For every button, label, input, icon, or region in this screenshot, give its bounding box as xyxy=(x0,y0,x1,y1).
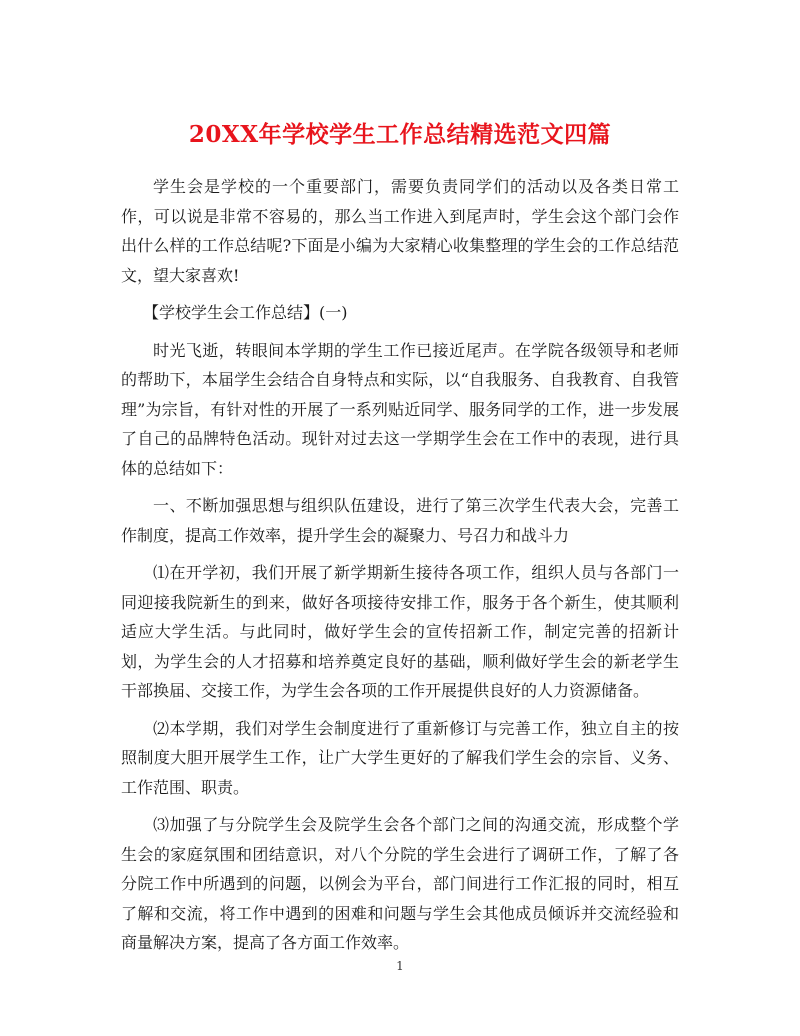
body-paragraph: ⑴在开学初，我们开展了新学期新生接待各项工作，组织人员与各部门一同迎接我院新生的到来，做好各项接待安排工作，服务于各个新生，使其顺利适应大学生活。与此同时，做好学生会的宣传招新工作，制定完善的招新计划，为学生会的人才招募和培养奠定良好的基础，顺利做好学生会的新老学生干部换届、交接工作，为学生会各项的工作开展提供良好的人力资源储备。 xyxy=(121,563,679,700)
body-paragraph: ⑶加强了与分院学生会及院学生会各个部门之间的沟通交流，形成整个学生会的家庭氛围和团结意识，对八个分院的学生会进行了调研工作，了解了各分院工作中所遇到的问题，以例会为平台，部门间进行工作汇报的同时，相互了解和交流，将工作中遇到的困难和问题与学生会其他成员倾诉并交流经验和商量解决方案，提高了各方面工作效率。 xyxy=(121,815,679,952)
page-number: 1 xyxy=(396,959,404,973)
section-heading: 【学校学生会工作总结】(一) xyxy=(143,303,348,322)
section-subheading: 一、不断加强思想与组织队伍建设，进行了第三次学生代表大会，完善工作制度，提高工作效率，提升学生会的凝聚力、号召力和战斗力 xyxy=(121,496,679,545)
body-paragraph: ⑵本学期，我们对学生会制度进行了重新修订与完善工作，独立自主的按照制度大胆开展学生工作，让广大学生更好的了解我们学生会的宗旨、义务、工作范围、职责。 xyxy=(121,718,679,797)
document-body xyxy=(121,172,679,966)
document-title: 20XX年学校学生工作总结精选范文四篇 xyxy=(188,121,612,149)
body-paragraph: 时光飞逝，转眼间本学期的学生工作已接近尾声。在学院各级领导和老师的帮助下，本届学生会结合自身特点和实际，以“自我服务、自我教育、自我管理”为宗旨，有针对性的开展了一系列贴近同学、服务同学的工作，进一步发展了自己的品牌特色活动。现针对过去这一学期学生会在工作中的表现，进行具体的总结如下： xyxy=(121,340,679,478)
intro-paragraph: 学生会是学校的一个重要部门，需要负责同学们的活动以及各类日常工作，可以说是非常不容易的，那么当工作进入到尾声时，学生会这个部门会作出什么样的工作总结呢?下面是小编为大家精心收集整理的学生会的工作总结范文，望大家喜欢! xyxy=(121,177,679,285)
